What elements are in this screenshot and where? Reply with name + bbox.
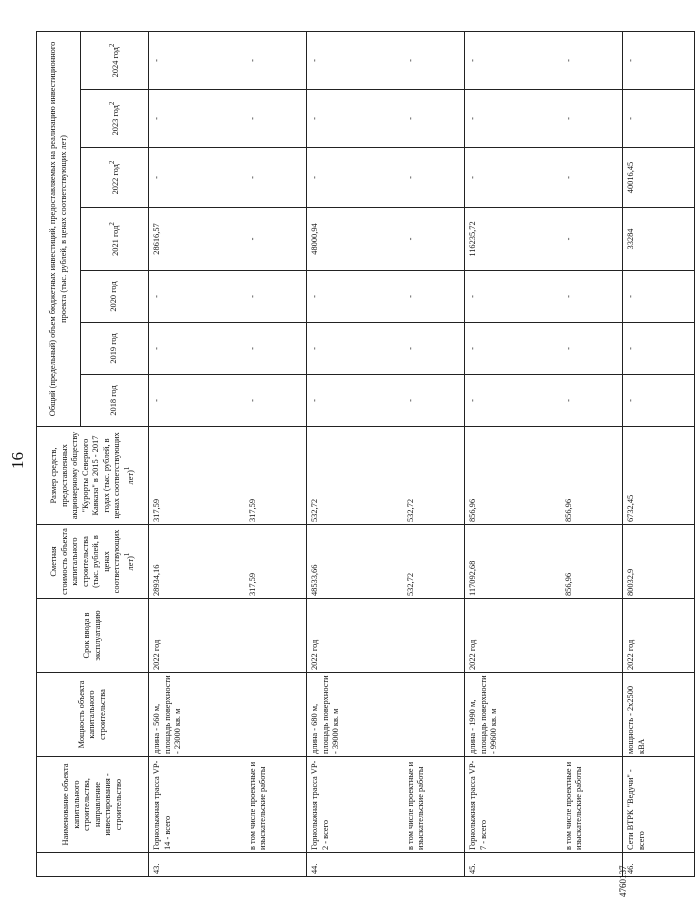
row-capacity: [403, 673, 465, 757]
table-row: [307, 31, 403, 876]
header-capacity: Мощность объекта капитального строительства: [37, 673, 149, 757]
row-year-value: -: [403, 31, 465, 89]
header-term: Срок ввода в эксплуатацию: [37, 599, 149, 673]
row-year-value: -: [465, 31, 561, 89]
document-id: 4760137: [618, 865, 628, 897]
header-year: 2024 год$^2$: [81, 31, 149, 89]
investment-table: [36, 31, 695, 877]
row-year-value: 33284: [623, 208, 695, 271]
row-year-value: -: [149, 271, 245, 323]
row-funds: 856,96: [465, 427, 561, 525]
row-year-value: -: [465, 148, 561, 208]
row-year-value: -: [403, 323, 465, 375]
row-year-value: -: [403, 375, 465, 427]
row-year-value: 28616,57: [149, 208, 245, 271]
row-capacity: длина - 560 м, площадь поверхности - 23000 кв. м: [149, 673, 245, 757]
row-year-value: -: [403, 90, 465, 148]
row-term: [403, 599, 465, 673]
row-cost: 28934,16: [149, 525, 245, 599]
row-year-value: -: [245, 31, 307, 89]
row-name: Горнолыжная трасса VP-2 - всего: [307, 757, 403, 853]
row-year-value: -: [149, 90, 245, 148]
row-term: [561, 599, 623, 673]
row-number: 44.: [307, 853, 403, 877]
row-number: 45.: [465, 853, 561, 877]
row-name: в том числе проектные и изыскательские работы: [403, 757, 465, 853]
row-year-value: -: [245, 323, 307, 375]
row-name: в том числе проектные и изыскательские работы: [561, 757, 623, 853]
row-cost: 317,59: [245, 525, 307, 599]
row-funds: 317,59: [149, 427, 245, 525]
row-number: 43.: [149, 853, 245, 877]
header-year: 2021 год$^2$: [81, 208, 149, 271]
row-year-value: -: [623, 375, 695, 427]
row-name: Горнолыжная трасса VP-14 - всего: [149, 757, 245, 853]
header-name: Наименование объекта капитального строительства, направление инвестирования - строительство: [37, 757, 149, 853]
row-year-value: -: [149, 31, 245, 89]
row-year-value: -: [307, 90, 403, 148]
header-year: 2023 год$^2$: [81, 90, 149, 148]
row-year-value: -: [623, 323, 695, 375]
row-year-value: -: [561, 208, 623, 271]
header-funds: Размер средств, предоставленных акционерному обществу "Курорты Северного Кавказа" в 2015 - 2017 годах (тыс. рублей, в ценах соответствующих лет)$^1$: [37, 427, 149, 525]
row-year-value: -: [403, 148, 465, 208]
row-funds: 6732,45: [623, 427, 695, 525]
row-capacity: длина - 680 м, площадь поверхности - 39000 кв. м: [307, 673, 403, 757]
row-term: [245, 599, 307, 673]
row-cost: 48533,66: [307, 525, 403, 599]
table-row: [245, 31, 307, 876]
row-name: Горнолыжная трасса VP-7 - всего: [465, 757, 561, 853]
row-year-value: -: [561, 271, 623, 323]
row-year-value: -: [561, 375, 623, 427]
row-year-value: -: [465, 271, 561, 323]
row-name: Сети ВТРК "Ведучи" - всего: [623, 757, 695, 853]
row-year-value: -: [245, 375, 307, 427]
row-cost: 856,96: [561, 525, 623, 599]
row-number: [403, 853, 465, 877]
row-cost: 80032,9: [623, 525, 695, 599]
row-year-value: -: [561, 31, 623, 89]
row-year-value: -: [465, 323, 561, 375]
header-budget-group: Общий (предельный) объем бюджетных инвестиций, предоставляемых на реализацию инвестиционного проекта (тыс. рублей, в ценах соответствующих лет): [37, 31, 81, 426]
row-number: [561, 853, 623, 877]
header-year: 2020 год: [81, 271, 149, 323]
row-funds: 532,72: [403, 427, 465, 525]
row-year-value: 40016,45: [623, 148, 695, 208]
row-term: 2022 год: [149, 599, 245, 673]
row-year-value: -: [307, 31, 403, 89]
row-term: 2022 год: [307, 599, 403, 673]
row-year-value: -: [307, 375, 403, 427]
row-capacity: длина - 1990 м, площадь поверхности - 99600 кв. м: [465, 673, 561, 757]
row-year-value: -: [465, 375, 561, 427]
row-year-value: -: [307, 148, 403, 208]
row-term: 2022 год: [465, 599, 561, 673]
row-year-value: -: [561, 323, 623, 375]
row-year-value: -: [403, 208, 465, 271]
header-year: 2022 год$^2$: [81, 148, 149, 208]
row-year-value: -: [623, 31, 695, 89]
row-year-value: 48000,94: [307, 208, 403, 271]
header-num: [37, 853, 149, 877]
row-year-value: 116235,72: [465, 208, 561, 271]
row-year-value: -: [623, 90, 695, 148]
row-number: 46.: [623, 853, 695, 877]
row-cost: 117092,68: [465, 525, 561, 599]
row-cost: 532,72: [403, 525, 465, 599]
row-year-value: -: [307, 323, 403, 375]
row-year-value: -: [561, 90, 623, 148]
row-year-value: -: [561, 148, 623, 208]
row-year-value: -: [149, 375, 245, 427]
row-year-value: -: [307, 271, 403, 323]
row-year-value: -: [465, 90, 561, 148]
page-number: 16: [8, 452, 27, 469]
row-year-value: -: [623, 271, 695, 323]
row-year-value: -: [149, 148, 245, 208]
table-row: [465, 31, 561, 876]
row-funds: 317,59: [245, 427, 307, 525]
header-year: 2019 год: [81, 323, 149, 375]
row-capacity: [245, 673, 307, 757]
row-year-value: -: [245, 90, 307, 148]
row-year-value: -: [149, 323, 245, 375]
row-year-value: -: [245, 208, 307, 271]
row-year-value: -: [245, 148, 307, 208]
header-cost: Сметная стоимость объекта капитального строительства (тыс. рублей, в ценах соответствующих лет)$^1$: [37, 525, 149, 599]
row-funds: 856,96: [561, 427, 623, 525]
row-number: [245, 853, 307, 877]
row-year-value: -: [245, 271, 307, 323]
header-year: 2018 год: [81, 375, 149, 427]
table-row: [623, 31, 695, 876]
row-name: в том числе проектные и изыскательские работы: [245, 757, 307, 853]
row-year-value: -: [403, 271, 465, 323]
table-row: [403, 31, 465, 876]
table-row: [561, 31, 623, 876]
row-term: 2022 год: [623, 599, 695, 673]
row-capacity: мощность - 2х2500 кВА: [623, 673, 695, 757]
row-funds: 532,72: [307, 427, 403, 525]
row-capacity: [561, 673, 623, 757]
table-row: [149, 31, 245, 876]
